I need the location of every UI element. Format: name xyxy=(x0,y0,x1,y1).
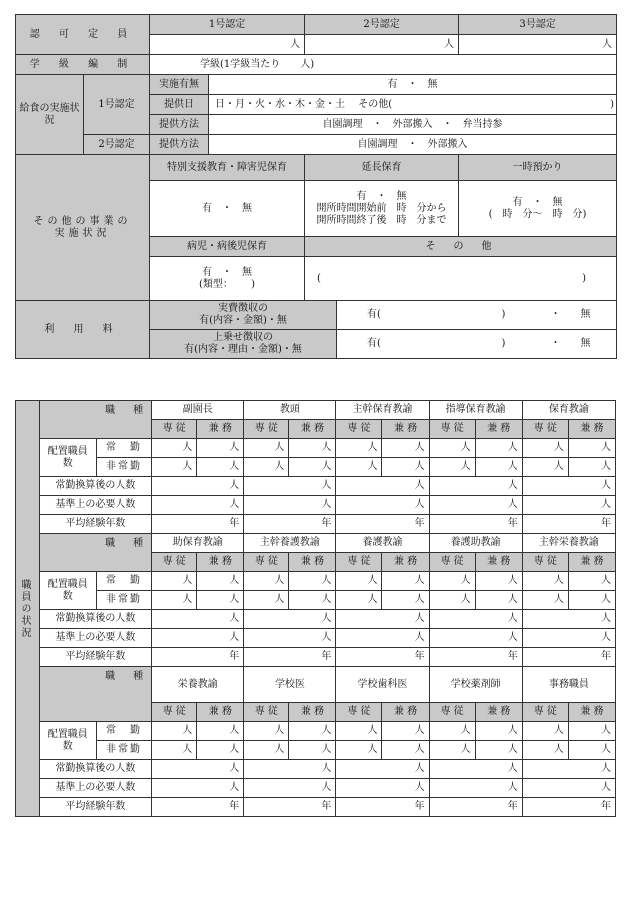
avg-experience-label: 平均経験年数 xyxy=(39,515,152,534)
staff-count-concurrent[interactable]: 人 xyxy=(382,722,429,741)
meal-days-close: ) xyxy=(610,98,615,110)
capacity-label: 認 可 定 員 xyxy=(16,15,150,55)
concurrent-header: 兼 務 xyxy=(197,420,244,439)
required-count-value[interactable]: 人 xyxy=(244,496,336,515)
avg-experience-value[interactable]: 年 xyxy=(152,648,244,667)
staff-section-label xyxy=(16,401,40,817)
required-count-value[interactable]: 人 xyxy=(429,496,522,515)
fte-count-value[interactable]: 人 xyxy=(522,760,615,779)
avg-experience-value[interactable]: 年 xyxy=(429,648,522,667)
staff-count-concurrent[interactable]: 人 xyxy=(475,572,522,591)
required-count-value[interactable]: 人 xyxy=(429,629,522,648)
staff-count-dedicated[interactable]: 人 xyxy=(336,722,382,741)
avg-experience-value[interactable]: 年 xyxy=(522,798,615,817)
staff-count-concurrent[interactable]: 人 xyxy=(382,741,429,760)
required-count-value[interactable]: 人 xyxy=(522,629,615,648)
extended-care-start: 開所時間開始前 時 分から xyxy=(316,202,447,214)
staff-section-label-text: 職員の状況 xyxy=(19,578,30,639)
job-name: 事務職員 xyxy=(522,667,615,703)
actual-cost-label-1: 実費徴収の xyxy=(218,303,269,314)
job-name: 主幹栄養教諭 xyxy=(522,534,615,553)
sick-child-type: (類型： ) xyxy=(199,278,255,290)
staff-count-dedicated[interactable]: 人 xyxy=(152,572,197,591)
staff-count-dedicated[interactable]: 人 xyxy=(429,591,475,610)
required-count-value[interactable]: 人 xyxy=(429,779,522,798)
concurrent-header: 兼 務 xyxy=(382,703,429,722)
job-name: 学校医 xyxy=(244,667,336,703)
meal-type1-label: 1号認定 xyxy=(84,75,150,135)
actual-cost-nashi: ・ 無 xyxy=(550,309,591,320)
part-time-label: 非常勤 xyxy=(96,591,151,610)
full-time-dedicated-header: 専 従 xyxy=(152,420,197,439)
capacity-header-2: 2号認定 xyxy=(305,15,459,35)
capacity-value-3[interactable]: 人 xyxy=(459,35,617,55)
required-count-value[interactable]: 人 xyxy=(152,496,244,515)
job-name: 主幹養護教諭 xyxy=(244,534,336,553)
special-support-value[interactable]: 有 ・ 無 xyxy=(150,181,305,237)
extra-cost-value[interactable] xyxy=(337,330,617,359)
staff-count-concurrent[interactable]: 人 xyxy=(197,591,244,610)
fte-count-label: 常勤換算後の人数 xyxy=(39,477,152,496)
concurrent-header: 兼 務 xyxy=(475,553,522,572)
extra-cost-open: 有( xyxy=(367,338,381,349)
staff-count-concurrent[interactable]: 人 xyxy=(475,439,522,458)
avg-experience-value[interactable]: 年 xyxy=(429,515,522,534)
full-time-label: 常 勤 xyxy=(96,572,151,591)
other-value[interactable] xyxy=(305,257,617,301)
avg-experience-value[interactable]: 年 xyxy=(429,798,522,817)
required-count-value[interactable]: 人 xyxy=(336,779,429,798)
staff-count-concurrent[interactable]: 人 xyxy=(568,741,615,760)
required-count-label: 基準上の必要人数 xyxy=(39,629,152,648)
staff-count-dedicated[interactable]: 人 xyxy=(429,572,475,591)
staff-count-dedicated[interactable]: 人 xyxy=(522,591,568,610)
staff-count-concurrent[interactable]: 人 xyxy=(197,439,244,458)
staff-count-dedicated[interactable]: 人 xyxy=(244,741,289,760)
staff-table xyxy=(15,400,616,817)
staff-count-concurrent[interactable]: 人 xyxy=(475,591,522,610)
fte-count-label: 常勤換算後の人数 xyxy=(39,760,152,779)
meal-method2-value[interactable]: 自園調理 ・ 外部搬入 xyxy=(209,135,617,155)
full-time-dedicated-header: 専 従 xyxy=(244,703,289,722)
staff-count-dedicated[interactable]: 人 xyxy=(336,439,382,458)
concurrent-header: 兼 務 xyxy=(289,420,336,439)
full-time-dedicated-header: 専 従 xyxy=(522,703,568,722)
staff-count-concurrent[interactable]: 人 xyxy=(197,722,244,741)
job-name: 栄養教諭 xyxy=(152,667,244,703)
concurrent-header: 兼 務 xyxy=(475,420,522,439)
staff-count-dedicated[interactable]: 人 xyxy=(244,458,289,477)
staff-count-concurrent[interactable]: 人 xyxy=(289,439,336,458)
staff-count-concurrent[interactable]: 人 xyxy=(197,572,244,591)
other-label: そ の 他 xyxy=(305,237,617,257)
meal-method1-value[interactable]: 自園調理 ・ 外部搬入 ・ 弁当持参 xyxy=(209,115,617,135)
full-time-dedicated-header: 専 従 xyxy=(429,553,475,572)
concurrent-header: 兼 務 xyxy=(197,703,244,722)
meal-provision-label: 実施有無 xyxy=(150,75,209,95)
sick-child-umu: 有 ・ 無 xyxy=(202,266,253,278)
fte-count-value[interactable]: 人 xyxy=(522,610,615,629)
extra-cost-label-1: 上乗せ徴収の xyxy=(213,332,274,343)
sick-child-label: 病児・病後児保育 xyxy=(150,237,305,257)
temporary-care-umu: 有 ・ 無 xyxy=(512,196,563,208)
job-name: 教頭 xyxy=(244,401,336,420)
staff-count-dedicated[interactable]: 人 xyxy=(336,591,382,610)
avg-experience-value[interactable]: 年 xyxy=(244,515,336,534)
avg-experience-value[interactable]: 年 xyxy=(152,515,244,534)
special-support-label: 特別支援教育・障害児保育 xyxy=(150,155,305,181)
full-time-dedicated-header: 専 従 xyxy=(429,703,475,722)
staff-count-dedicated[interactable]: 人 xyxy=(522,741,568,760)
staff-count-dedicated[interactable]: 人 xyxy=(152,722,197,741)
assigned-staff-label: 配置職員数 xyxy=(39,722,96,760)
avg-experience-label: 平均経験年数 xyxy=(39,648,152,667)
full-time-dedicated-header: 専 従 xyxy=(429,420,475,439)
staff-count-dedicated[interactable]: 人 xyxy=(152,439,197,458)
job-name: 指導保育教諭 xyxy=(429,401,522,420)
staff-count-dedicated[interactable]: 人 xyxy=(152,591,197,610)
capacity-header-1: 1号認定 xyxy=(150,15,305,35)
staff-count-concurrent[interactable]: 人 xyxy=(568,591,615,610)
staff-count-dedicated[interactable]: 人 xyxy=(336,741,382,760)
concurrent-header: 兼 務 xyxy=(475,703,522,722)
full-time-dedicated-header: 専 従 xyxy=(336,703,382,722)
part-time-label: 非常勤 xyxy=(96,458,151,477)
avg-experience-label: 平均経験年数 xyxy=(39,798,152,817)
required-count-label: 基準上の必要人数 xyxy=(39,496,152,515)
staff-count-dedicated[interactable]: 人 xyxy=(244,439,289,458)
staff-count-concurrent[interactable]: 人 xyxy=(568,458,615,477)
fee-label: 利 用 料 xyxy=(16,301,150,359)
full-time-dedicated-header: 専 従 xyxy=(244,420,289,439)
staff-count-concurrent[interactable]: 人 xyxy=(475,741,522,760)
full-time-dedicated-header: 専 従 xyxy=(336,553,382,572)
actual-cost-close: ) xyxy=(501,309,506,320)
capacity-header-3: 3号認定 xyxy=(459,15,617,35)
meal-days-text: 日・月・火・水・木・金・土 その他( xyxy=(215,98,393,110)
required-count-label: 基準上の必要人数 xyxy=(39,779,152,798)
staff-table-body xyxy=(16,401,616,817)
other-close: ) xyxy=(582,272,587,284)
fte-count-value[interactable]: 人 xyxy=(152,477,244,496)
required-count-value[interactable]: 人 xyxy=(152,779,244,798)
staff-count-concurrent[interactable]: 人 xyxy=(475,458,522,477)
staff-count-dedicated[interactable]: 人 xyxy=(522,572,568,591)
class-value[interactable]: 学級(1学級当たり 人) xyxy=(150,55,617,75)
other-services-label: その他の事業の実施状況 xyxy=(16,155,150,301)
part-time-label: 非常勤 xyxy=(96,741,151,760)
fte-count-value[interactable]: 人 xyxy=(336,477,429,496)
required-count-value[interactable]: 人 xyxy=(336,629,429,648)
meal-provision-value[interactable]: 有 ・ 無 xyxy=(209,75,617,95)
avg-experience-value[interactable]: 年 xyxy=(244,648,336,667)
extended-care-value[interactable] xyxy=(305,181,459,237)
full-time-dedicated-header: 専 従 xyxy=(244,553,289,572)
meal-days-label: 提供日 xyxy=(150,95,209,115)
actual-cost-open: 有( xyxy=(367,309,381,320)
sick-child-value[interactable] xyxy=(150,257,305,301)
actual-cost-label xyxy=(150,301,337,330)
staff-count-dedicated[interactable]: 人 xyxy=(429,458,475,477)
avg-experience-value[interactable]: 年 xyxy=(152,798,244,817)
required-count-value[interactable]: 人 xyxy=(336,496,429,515)
class-label: 学 級 編 制 xyxy=(16,55,150,75)
concurrent-header: 兼 務 xyxy=(568,703,615,722)
extra-cost-label-2: 有(内容・理由・金額)・無 xyxy=(184,344,302,355)
required-count-value[interactable]: 人 xyxy=(152,629,244,648)
avg-experience-value[interactable]: 年 xyxy=(522,515,615,534)
staff-count-concurrent[interactable]: 人 xyxy=(197,458,244,477)
fte-count-value[interactable]: 人 xyxy=(152,610,244,629)
fte-count-value[interactable]: 人 xyxy=(429,760,522,779)
staff-count-dedicated[interactable]: 人 xyxy=(244,722,289,741)
full-time-dedicated-header: 専 従 xyxy=(336,420,382,439)
job-name: 学校歯科医 xyxy=(336,667,429,703)
assigned-staff-label: 配置職員数 xyxy=(39,572,96,610)
staff-count-dedicated[interactable]: 人 xyxy=(429,439,475,458)
required-count-value[interactable]: 人 xyxy=(522,779,615,798)
avg-experience-value[interactable]: 年 xyxy=(522,648,615,667)
temporary-care-time: ( 時 分～ 時 分) xyxy=(488,208,587,220)
concurrent-header: 兼 務 xyxy=(382,420,429,439)
avg-experience-value[interactable]: 年 xyxy=(244,798,336,817)
staff-count-dedicated[interactable]: 人 xyxy=(152,741,197,760)
fte-count-value[interactable]: 人 xyxy=(244,760,336,779)
job-type-label: 職 種 xyxy=(39,401,152,439)
staff-count-concurrent[interactable]: 人 xyxy=(382,458,429,477)
staff-count-dedicated[interactable]: 人 xyxy=(244,572,289,591)
staff-count-concurrent[interactable]: 人 xyxy=(289,572,336,591)
staff-count-concurrent[interactable]: 人 xyxy=(289,722,336,741)
capacity-value-2[interactable]: 人 xyxy=(305,35,459,55)
fte-count-value[interactable]: 人 xyxy=(336,760,429,779)
job-name: 養護教諭 xyxy=(336,534,429,553)
other-open: ( xyxy=(317,272,321,284)
extended-care-umu: 有 ・ 無 xyxy=(356,190,407,202)
meal-days-value[interactable] xyxy=(209,95,617,115)
staff-count-dedicated[interactable]: 人 xyxy=(522,458,568,477)
staff-count-concurrent[interactable]: 人 xyxy=(568,572,615,591)
extra-cost-label xyxy=(150,330,337,359)
temporary-care-label: 一時預かり xyxy=(459,155,617,181)
concurrent-header: 兼 務 xyxy=(289,553,336,572)
staff-count-concurrent[interactable]: 人 xyxy=(568,439,615,458)
concurrent-header: 兼 務 xyxy=(289,703,336,722)
meal-type2-label: 2号認定 xyxy=(84,135,150,155)
concurrent-header: 兼 務 xyxy=(382,553,429,572)
job-name: 養護助教諭 xyxy=(429,534,522,553)
fte-count-value[interactable]: 人 xyxy=(244,477,336,496)
staff-count-dedicated[interactable]: 人 xyxy=(429,741,475,760)
concurrent-header: 兼 務 xyxy=(197,553,244,572)
job-name: 副園長 xyxy=(152,401,244,420)
temporary-care-value[interactable] xyxy=(459,181,617,237)
job-name: 助保育教諭 xyxy=(152,534,244,553)
full-time-label: 常 勤 xyxy=(96,439,151,458)
actual-cost-label-2: 有(内容・金額)・無 xyxy=(199,315,287,326)
meal-method1-label: 提供方法 xyxy=(150,115,209,135)
staff-count-concurrent[interactable]: 人 xyxy=(289,458,336,477)
staff-count-dedicated[interactable]: 人 xyxy=(522,722,568,741)
staff-count-concurrent[interactable]: 人 xyxy=(382,591,429,610)
job-name: 保育教諭 xyxy=(522,401,615,420)
fte-count-value[interactable]: 人 xyxy=(244,610,336,629)
staff-count-concurrent[interactable]: 人 xyxy=(289,741,336,760)
avg-experience-value[interactable]: 年 xyxy=(336,648,429,667)
avg-experience-value[interactable]: 年 xyxy=(336,515,429,534)
staff-count-dedicated[interactable]: 人 xyxy=(152,458,197,477)
extended-care-end: 開所時間終了後 時 分まで xyxy=(316,214,447,226)
required-count-value[interactable]: 人 xyxy=(244,629,336,648)
avg-experience-value[interactable]: 年 xyxy=(336,798,429,817)
fte-count-value[interactable]: 人 xyxy=(522,477,615,496)
fte-count-value[interactable]: 人 xyxy=(152,760,244,779)
staff-count-concurrent[interactable]: 人 xyxy=(568,722,615,741)
job-name: 主幹保育教諭 xyxy=(336,401,429,420)
full-time-dedicated-header: 専 従 xyxy=(152,553,197,572)
concurrent-header: 兼 務 xyxy=(568,553,615,572)
job-name: 学校薬剤師 xyxy=(429,667,522,703)
fte-count-value[interactable]: 人 xyxy=(336,610,429,629)
staff-count-dedicated[interactable]: 人 xyxy=(244,591,289,610)
actual-cost-value[interactable] xyxy=(337,301,617,330)
fte-count-value[interactable]: 人 xyxy=(429,477,522,496)
meal-label: 給食の実施状況 xyxy=(16,75,84,155)
extended-care-label: 延長保育 xyxy=(305,155,459,181)
extra-cost-nashi: ・ 無 xyxy=(550,338,591,349)
job-type-label: 職 種 xyxy=(39,534,152,572)
staff-count-concurrent[interactable]: 人 xyxy=(289,591,336,610)
full-time-dedicated-header: 専 従 xyxy=(522,420,568,439)
fte-count-label: 常勤換算後の人数 xyxy=(39,610,152,629)
facility-form-top xyxy=(15,14,617,359)
required-count-value[interactable]: 人 xyxy=(522,496,615,515)
staff-count-concurrent[interactable]: 人 xyxy=(197,741,244,760)
staff-count-dedicated[interactable]: 人 xyxy=(522,439,568,458)
staff-count-dedicated[interactable]: 人 xyxy=(336,572,382,591)
assigned-staff-label: 配置職員数 xyxy=(39,439,96,477)
capacity-value-1[interactable]: 人 xyxy=(150,35,305,55)
meal-method2-label: 提供方法 xyxy=(150,135,209,155)
full-time-dedicated-header: 専 従 xyxy=(152,703,197,722)
full-time-dedicated-header: 専 従 xyxy=(522,553,568,572)
staff-count-dedicated[interactable]: 人 xyxy=(429,722,475,741)
staff-count-concurrent[interactable]: 人 xyxy=(382,572,429,591)
extra-cost-close: ) xyxy=(501,338,506,349)
full-time-label: 常 勤 xyxy=(96,722,151,741)
required-count-value[interactable]: 人 xyxy=(244,779,336,798)
concurrent-header: 兼 務 xyxy=(568,420,615,439)
job-type-label: 職 種 xyxy=(39,667,152,722)
staff-count-concurrent[interactable]: 人 xyxy=(475,722,522,741)
staff-count-dedicated[interactable]: 人 xyxy=(336,458,382,477)
staff-count-concurrent[interactable]: 人 xyxy=(382,439,429,458)
fte-count-value[interactable]: 人 xyxy=(429,610,522,629)
